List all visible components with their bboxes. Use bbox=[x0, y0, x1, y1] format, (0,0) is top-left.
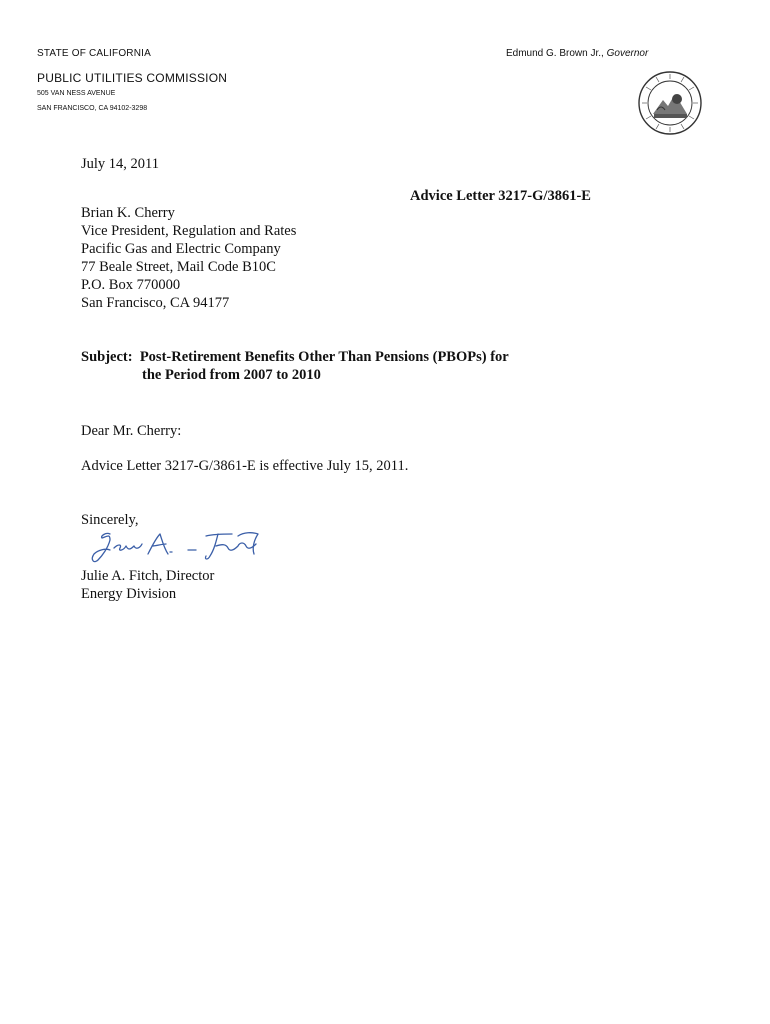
recipient-title: Vice President, Regulation and Rates bbox=[81, 223, 297, 239]
closing: Sincerely, bbox=[81, 512, 139, 528]
subject-block bbox=[81, 348, 509, 384]
recipient-name: Brian K. Cherry bbox=[81, 205, 175, 221]
letter-date: July 14, 2011 bbox=[81, 156, 160, 172]
recipient-po-box: P.O. Box 770000 bbox=[81, 277, 181, 293]
agency-name: PUBLIC UTILITIES COMMISSION bbox=[37, 71, 228, 85]
governor-name: Edmund G. Brown Jr., bbox=[506, 48, 604, 59]
governor-line bbox=[506, 48, 648, 59]
subject-line-2: the Period from 2007 to 2010 bbox=[142, 367, 321, 383]
signer-block bbox=[81, 567, 214, 603]
advice-letter-reference: Advice Letter 3217-G/3861-E bbox=[410, 188, 591, 204]
signer-name: Julie A. Fitch, Director bbox=[81, 568, 215, 584]
governor-title: Governor bbox=[606, 48, 649, 59]
recipient-company: Pacific Gas and Electric Company bbox=[81, 241, 281, 257]
state-seal-icon bbox=[637, 70, 703, 136]
subject-label: Subject: bbox=[81, 349, 133, 365]
address-line-1: 505 VAN NESS AVENUE bbox=[37, 90, 116, 97]
recipient-street: 77 Beale Street, Mail Code B10C bbox=[81, 259, 276, 275]
recipient-city: San Francisco, CA 94177 bbox=[81, 295, 230, 311]
subject-line-1: Post-Retirement Benefits Other Than Pensions (PBOPs) for bbox=[139, 349, 509, 365]
handwritten-signature bbox=[88, 526, 288, 568]
address-line-2: SAN FRANCISCO, CA 94102-3298 bbox=[37, 105, 148, 112]
body-paragraph: Advice Letter 3217-G/3861-E is effective July 15, 2011. bbox=[81, 458, 409, 474]
recipient-address-block bbox=[81, 204, 296, 312]
salutation: Dear Mr. Cherry: bbox=[81, 423, 182, 439]
state-header: STATE OF CALIFORNIA bbox=[37, 48, 151, 59]
signer-division: Energy Division bbox=[81, 586, 177, 602]
